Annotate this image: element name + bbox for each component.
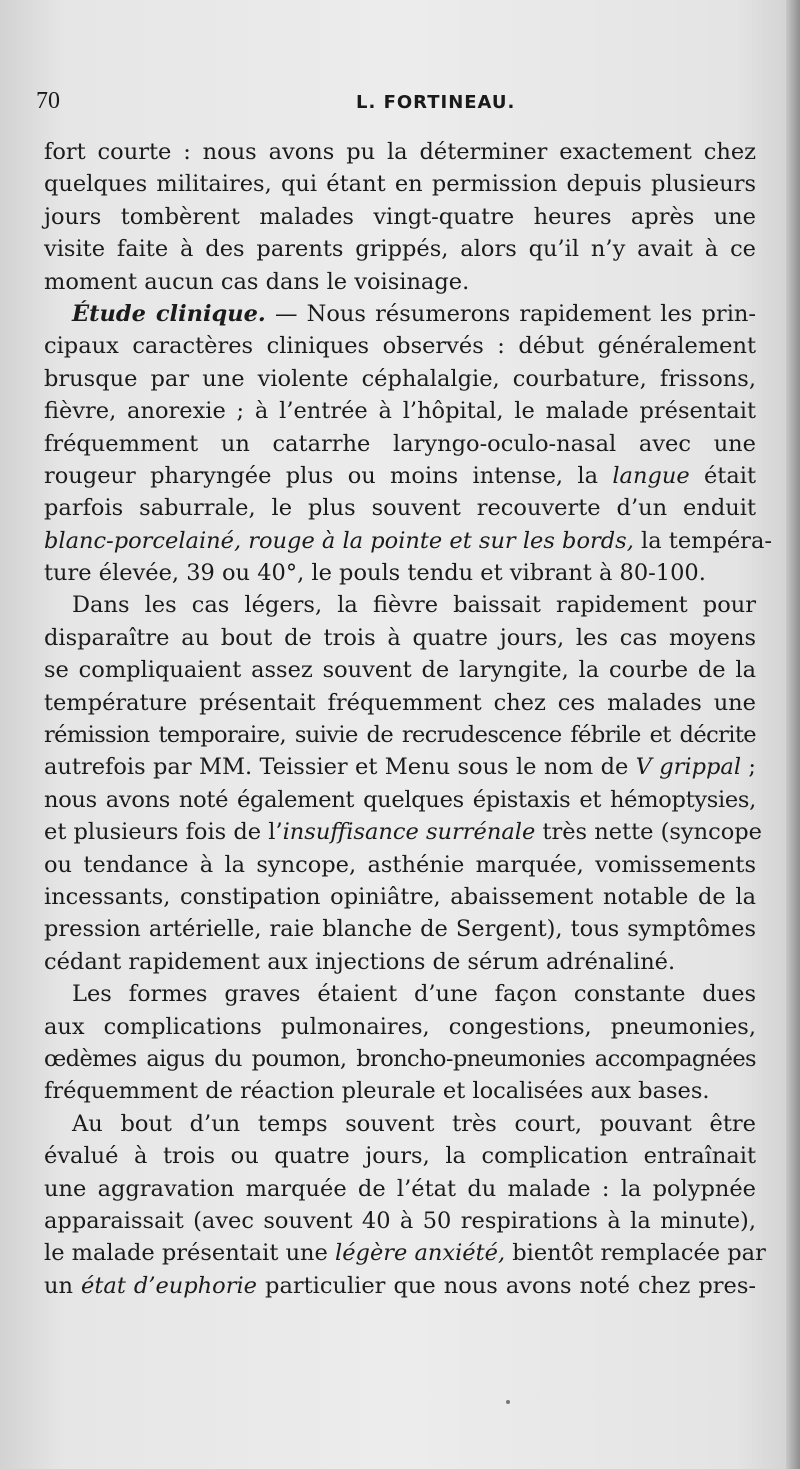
- text-line: rémission temporaire, suivie de recrudescence fébrile et décrite: [44, 722, 756, 749]
- text-line: cédant rapidement aux injections de sérum adrénaliné.: [44, 948, 676, 975]
- text-line: blanc-porcelainé, rouge à la pointe et sur les bords, la tempéra-: [44, 527, 772, 554]
- text-line: Dans les cas légers, la fièvre baissait rapidement pour: [72, 592, 756, 619]
- text-line: apparaissait (avec souvent 40 à 50 respirations à la minute),: [44, 1207, 756, 1234]
- text-line: fièvre, anorexie ; à l’entrée à l’hôpital, le malade présentait: [44, 398, 756, 425]
- text-line: température présentait fréquemment chez ces malades une: [44, 689, 756, 716]
- text-line: une aggravation marquée de l’état du malade : la polypnée: [44, 1175, 756, 1202]
- text-line: fréquemment de réaction pleurale et localisées aux bases.: [44, 1078, 710, 1105]
- text-line: rougeur pharyngée plus ou moins intense, la langue était: [44, 462, 756, 489]
- page-header: [36, 88, 756, 128]
- text-line: nous avons noté également quelques épistaxis et hémoptysies,: [44, 786, 756, 813]
- text-line: un état d’euphorie particulier que nous avons noté chez pres-: [44, 1272, 756, 1299]
- text-line: Au bout d’un temps souvent très court, pouvant être: [72, 1110, 756, 1137]
- text-line: fréquemment un catarrhe laryngo-oculo-nasal avec une: [44, 430, 756, 457]
- page-number: 70: [36, 88, 60, 114]
- body-text: [44, 136, 772, 1302]
- ink-speck: [506, 1400, 510, 1404]
- text-line: se compliquaient assez souvent de laryngite, la courbe de la: [44, 657, 756, 684]
- text-line: œdèmes aigus du poumon, broncho-pneumonies accompagnées: [44, 1045, 756, 1072]
- text-line: ture élevée, 39 ou 40°, le pouls tendu et vibrant à 80-100.: [44, 560, 706, 587]
- text-line: parfois saburrale, le plus souvent recouverte d’un enduit: [44, 495, 756, 522]
- text-line: fort courte : nous avons pu la déterminer exactement chez: [44, 139, 756, 165]
- page-edge-shadow: [786, 0, 800, 1469]
- text-line: pression artérielle, raie blanche de Sergent), tous symptômes: [44, 916, 756, 943]
- text-line: aux complications pulmonaires, congestions, pneumonies,: [44, 1013, 756, 1040]
- text-line: moment aucun cas dans le voisinage.: [44, 268, 470, 295]
- section-heading: Étude clinique.: [72, 300, 266, 327]
- section-heading-line: Étude clinique. — Nous résumerons rapidement les prin-: [72, 300, 756, 327]
- text-line: visite faite à des parents grippés, alors qu’il n’y avait à ce: [44, 236, 756, 263]
- text-line: le malade présentait une légère anxiété, bientôt remplacée par: [44, 1240, 766, 1267]
- text-line: ou tendance à la syncope, asthénie marquée, vomissements: [44, 851, 756, 878]
- text-line: et plusieurs fois de l’insuffisance surrénale très nette (syncope: [44, 819, 762, 846]
- text-line: autrefois par MM. Teissier et Menu sous le nom de V grippal ;: [44, 754, 756, 781]
- text-line: évalué à trois ou quatre jours, la complication entraînait: [44, 1143, 756, 1170]
- text-line: brusque par une violente céphalalgie, courbature, frissons,: [44, 365, 756, 392]
- running-head: L. FORTINEAU.: [356, 92, 516, 113]
- text-line: Les formes graves étaient d’une façon constante dues: [72, 981, 756, 1008]
- text-line: disparaître au bout de trois à quatre jours, les cas moyens: [44, 624, 756, 651]
- text-line: quelques militaires, qui étant en permission depuis plusieurs: [44, 171, 756, 198]
- text-line: incessants, constipation opiniâtre, abaissement notable de la: [44, 883, 756, 910]
- text-line: cipaux caractères cliniques observés : début généralement: [44, 333, 756, 360]
- text-line: jours tombèrent malades vingt-quatre heures après une: [44, 203, 756, 230]
